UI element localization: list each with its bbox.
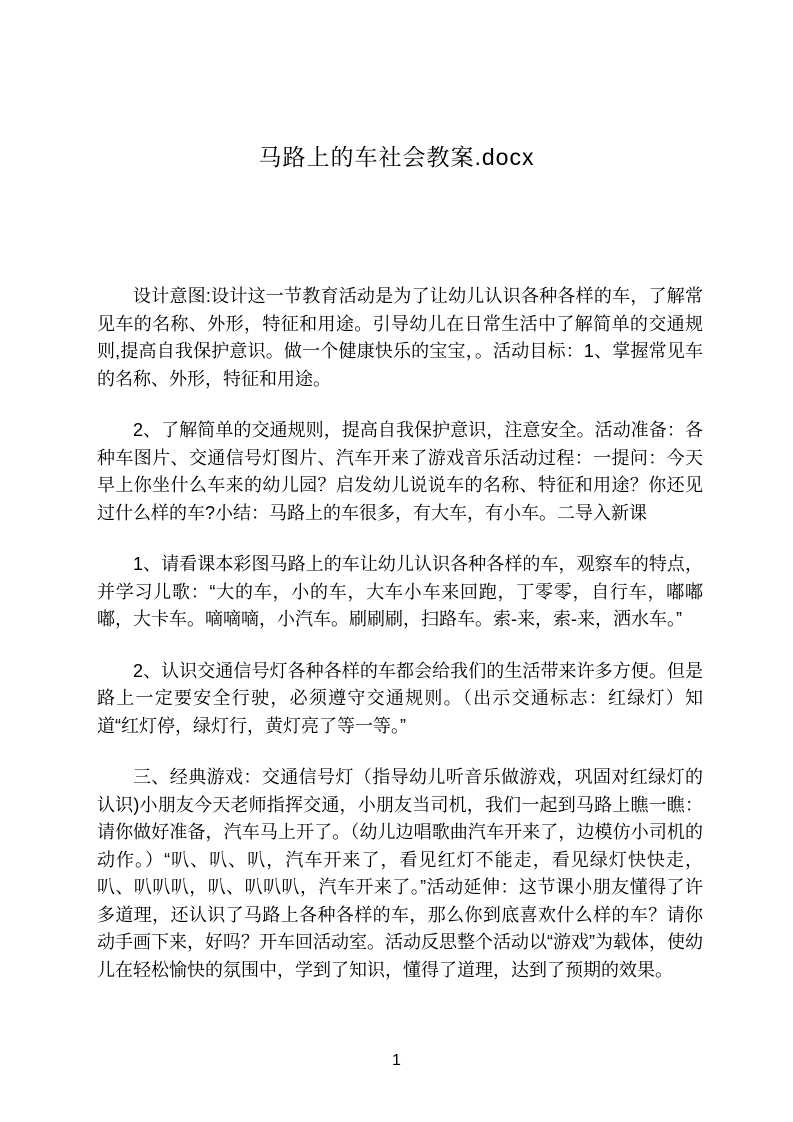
document-body [97, 283, 703, 1008]
paragraph-textbook-pictures: 1、请看课本彩图马路上的车让幼儿认识各种各样的车，观察车的特点，并学习儿歌：“大的车，小的车，大车小车来回跑，丁零零，自行车，嘟嘟嘟，大卡车。嘀嘀嘀，小汽车。刷刷刷，扫路车。索-来，索-来，洒水车。” [97, 554, 703, 629]
paragraph-activity-preparation: 2、了解简单的交通规则，提高自我保护意识，注意安全。活动准备：各种车图片、交通信号灯图片、汽车开来了游戏音乐活动过程：一提问：今天早上你坐什么车来的幼儿园？启发幼儿说说车的名称、特征和用途？你还见过什么样的车?小结：马路上的车很多，有大车，有小车。二导入新课 [97, 420, 703, 523]
page-number: 1 [392, 1052, 401, 1069]
document-title: 马路上的车社会教案.docx [258, 144, 535, 170]
paragraph-design-intent: 设计意图:设计这一节教育活动是为了让幼儿认识各种各样的车，了解常见车的名称、外形，特征和用途。引导幼儿在日常生活中了解简单的交通规则,提高自我保护意识。做一个健康快乐的宝宝，。活动目标：1、掌握常见车的名称、外形，特征和用途。 [97, 286, 703, 389]
paragraph-classic-game-reflection: 三、经典游戏：交通信号灯（指导幼儿听音乐做游戏，巩固对红绿灯的认识)小朋友今天老师指挥交通，小朋友当司机，我们一起到马路上瞧一瞧：请你做好准备，汽车马上开了。（幼儿边唱歌曲汽车开来了，边模仿小司机的动作。）“叭、叭、叭，汽车开来了，看见红灯不能走，看见绿灯快快走，叭、叭叭叭，叭、叭叭叭，汽车开来了。”活动延伸：这节课小朋友懂得了许多道理，还认识了马路上各种各样的车，那么你到底喜欢什么样的车？请你动手画下来，好吗？开车回活动室。活动反思整个活动以“游戏”为载体，使幼儿在轻松愉快的氛围中，学到了知识，懂得了道理，达到了预期的效果。 [97, 767, 703, 980]
paragraph-traffic-lights: 2、认识交通信号灯各种各样的车都会给我们的生活带来许多方便。但是路上一定要安全行驶，必须遵守交通规则。（出示交通标志：红绿灯）知道“红灯停，绿灯行，黄灯亮了等一等。” [97, 660, 703, 736]
